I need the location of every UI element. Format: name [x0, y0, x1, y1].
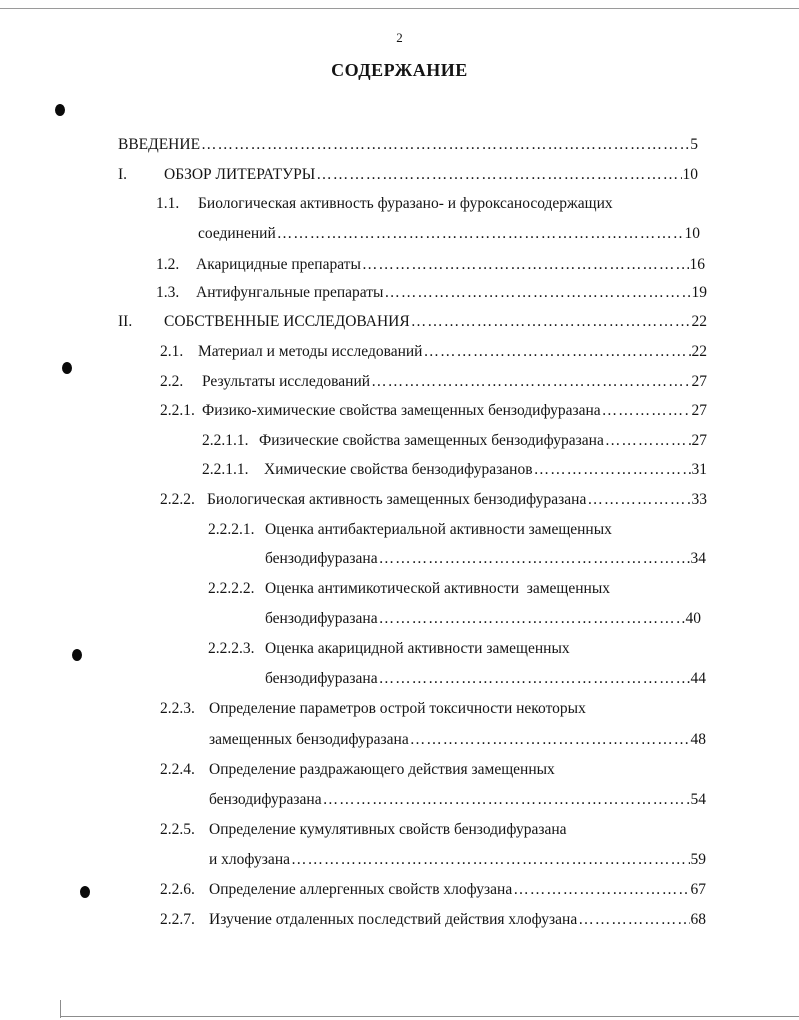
toc-entry-2-2-7[interactable] — [160, 911, 706, 929]
scan-edge-line — [0, 8, 799, 9]
toc-entry-number: 1.3. — [156, 284, 180, 301]
toc-entry-page: 16 — [689, 256, 705, 273]
toc-entry-text: бензодифуразана — [265, 550, 378, 567]
dot-leader — [316, 166, 681, 184]
toc-entry-text: Определение раздражающего действия замещенных — [209, 761, 555, 778]
dot-leader — [277, 225, 684, 243]
page-title: СОДЕРЖАНИЕ — [331, 60, 468, 80]
toc-entry-text: Биологическая активность фуразано- и фуроксаносодержащих — [198, 195, 613, 212]
toc-entry-1-3[interactable] — [156, 284, 707, 302]
toc-entry-text: Антифунгальные препараты — [196, 284, 384, 301]
toc-entry-page: 48 — [690, 731, 706, 748]
dot-leader — [578, 911, 689, 929]
toc-entry-page: 10 — [682, 166, 698, 183]
toc-entry-text: Определение аллергенных свойств хлофузана — [209, 881, 513, 898]
toc-entry-text: Оценка антибактериальной активности замещенных — [265, 521, 612, 538]
toc-entry-page: 19 — [691, 284, 707, 301]
toc-entry-number: 2.2.2.3. — [208, 640, 255, 657]
toc-entry-page: 31 — [691, 461, 707, 478]
toc-entry-number: 2.2.1. — [160, 402, 195, 419]
toc-entry-number: 2.2.2. — [160, 491, 195, 508]
dot-leader — [513, 881, 689, 899]
toc-entry-page: 68 — [690, 911, 706, 928]
toc-entry-text: Определение параметров острой токсичности некоторых — [209, 700, 586, 717]
toc-entry-2-2-3-line1[interactable] — [160, 700, 586, 718]
toc-entry-1-2[interactable] — [156, 256, 705, 274]
toc-entry-2-2-2-1-line1[interactable] — [208, 521, 612, 539]
toc-entry-2-2-2-1[interactable] — [265, 550, 706, 568]
toc-entry-2-2-1[interactable] — [160, 402, 707, 420]
dot-leader — [605, 432, 691, 450]
toc-entry-text: СОБСТВЕННЫЕ ИССЛЕДОВАНИЯ — [164, 313, 410, 330]
toc-entry-2-2-6[interactable] — [160, 881, 706, 899]
toc-entry-number: 2.2.6. — [160, 881, 195, 898]
toc-entry-page: 27 — [691, 373, 707, 390]
toc-entry-text: Результаты исследований — [202, 373, 371, 390]
toc-entry-number: 2.1. — [160, 343, 184, 360]
toc-entry-number: 2.2.5. — [160, 821, 195, 838]
toc-entry-2-2-2-2-line1[interactable] — [208, 580, 610, 598]
dot-leader — [291, 851, 690, 869]
toc-entry-1-1[interactable] — [198, 225, 700, 243]
toc-entry-2-1[interactable] — [160, 343, 707, 361]
toc-entry-text: ОБЗОР ЛИТЕРАТУРЫ — [164, 166, 316, 183]
toc-entry-number: 2.2.2.2. — [208, 580, 255, 597]
toc-entry-introduction[interactable] — [118, 136, 698, 154]
dot-leader — [371, 373, 690, 391]
toc-entry-number: 1.2. — [156, 256, 180, 273]
toc-entry-text: бензодифуразана — [209, 791, 322, 808]
dot-leader — [534, 461, 691, 479]
dot-leader — [201, 136, 689, 154]
toc-entry-text: ВВЕДЕНИЕ — [118, 136, 201, 153]
toc-entry-page: 22 — [691, 343, 707, 360]
toc-entry-2-2-5[interactable] — [209, 851, 706, 869]
toc-entry-page: 33 — [691, 491, 707, 508]
toc-entry-text: и хлофузана — [209, 851, 290, 868]
scan-edge-line — [60, 1000, 61, 1018]
toc-entry-number: 2.2.7. — [160, 911, 195, 928]
punch-hole-mark — [55, 104, 65, 116]
toc-entry-number: II. — [118, 313, 133, 330]
toc-entry-chapter-1[interactable] — [118, 166, 698, 184]
toc-entry-2-2-1-1b[interactable] — [202, 461, 707, 479]
toc-entry-number: 2.2.2.1. — [208, 521, 255, 538]
dot-leader — [379, 610, 685, 628]
toc-entry-2-2-5-line1[interactable] — [160, 821, 567, 839]
dot-leader — [423, 343, 690, 361]
dot-leader — [362, 256, 689, 274]
punch-hole-mark — [80, 886, 90, 898]
toc-entry-2-2-2-3[interactable] — [265, 670, 706, 688]
toc-entry-2-2[interactable] — [160, 373, 707, 391]
toc-entry-text: Физико-химические свойства замещенных бензодифуразана — [202, 402, 601, 419]
toc-entry-2-2-3[interactable] — [209, 731, 706, 749]
toc-entry-number: 2.2. — [160, 373, 184, 390]
toc-entry-page: 27 — [691, 402, 707, 419]
toc-entry-page: 67 — [690, 881, 706, 898]
toc-entry-page: 27 — [691, 432, 707, 449]
toc-entry-page: 34 — [690, 550, 706, 567]
toc-entry-text: Акарицидные препараты — [196, 256, 361, 273]
toc-entry-1-1-line1[interactable] — [156, 195, 613, 213]
dot-leader — [411, 313, 691, 331]
toc-entry-2-2-2-2[interactable] — [265, 610, 701, 628]
toc-entry-number: 2.2.3. — [160, 700, 195, 717]
toc-entry-text: Изучение отдаленных последствий действия хлофузана — [209, 911, 578, 928]
scan-edge-line — [60, 1016, 799, 1017]
page-number: 2 — [396, 30, 403, 45]
dot-leader — [379, 670, 690, 688]
toc-entry-page: 40 — [685, 610, 701, 627]
dot-leader — [587, 491, 690, 509]
toc-entry-2-2-2[interactable] — [160, 491, 707, 509]
dot-leader — [384, 284, 690, 302]
toc-entry-2-2-2-3-line1[interactable] — [208, 640, 570, 658]
toc-entry-page: 44 — [690, 670, 706, 687]
toc-entry-text: Физические свойства замещенных бензодифуразана — [259, 432, 604, 449]
toc-entry-chapter-2[interactable] — [118, 313, 707, 331]
toc-entry-2-2-4-line1[interactable] — [160, 761, 555, 779]
toc-entry-page: 10 — [684, 225, 700, 242]
toc-entry-2-2-1-1a[interactable] — [202, 432, 707, 450]
punch-hole-mark — [62, 362, 72, 374]
dot-leader — [323, 791, 690, 809]
toc-entry-text: бензодифуразана — [265, 610, 378, 627]
toc-entry-page: 54 — [690, 791, 706, 808]
toc-entry-number: 2.2.4. — [160, 761, 195, 778]
toc-entry-text: Биологическая активность замещенных бензодифуразана — [207, 491, 587, 508]
dot-leader — [602, 402, 691, 420]
toc-entry-text: Оценка акарицидной активности замещенных — [265, 640, 570, 657]
toc-entry-number: I. — [118, 166, 128, 183]
toc-entry-number: 2.2.1.1. — [202, 432, 249, 449]
punch-hole-mark — [72, 649, 82, 661]
toc-entry-text: соединений — [198, 225, 276, 242]
toc-entry-number: 1.1. — [156, 195, 180, 212]
toc-entry-page: 22 — [691, 313, 707, 330]
toc-entry-text: Химические свойства бензодифуразанов — [264, 461, 533, 478]
toc-entry-2-2-4[interactable] — [209, 791, 706, 809]
toc-entry-text: Определение кумулятивных свойств бензодифуразана — [209, 821, 567, 838]
dot-leader — [410, 731, 690, 749]
toc-entry-text: бензодифуразана — [265, 670, 378, 687]
toc-entry-text: Оценка антимикотической активности замещенных — [265, 580, 611, 597]
toc-entry-text: Материал и методы исследований — [198, 343, 423, 360]
dot-leader — [379, 550, 690, 568]
toc-entry-number: 2.2.1.1. — [202, 461, 249, 478]
toc-entry-page: 5 — [690, 136, 698, 153]
toc-entry-text: замещенных бензодифуразана — [209, 731, 409, 748]
toc-entry-page: 59 — [690, 851, 706, 868]
